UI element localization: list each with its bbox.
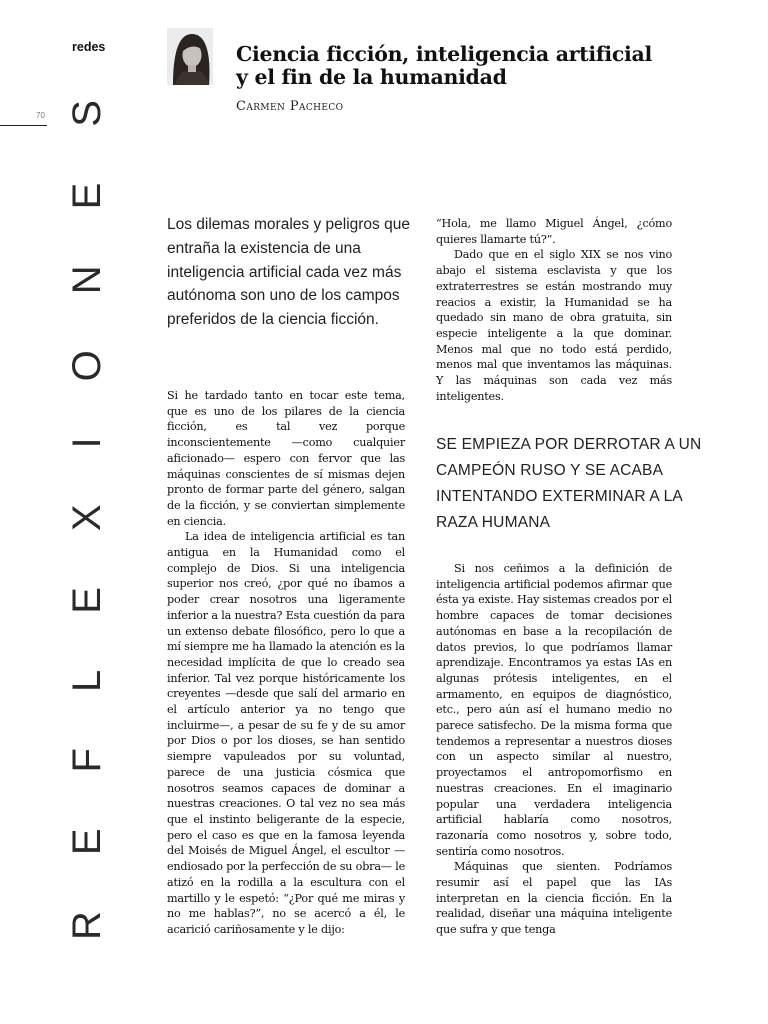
header-rule	[0, 125, 47, 126]
author-portrait-icon	[167, 28, 213, 85]
vertical-section-title	[64, 100, 110, 940]
body-paragraph: Máquinas que sienten. Podríamos resumir así el papel que las IAs interpretan en la ciencia ficción. En la realidad, diseñar una máquina inteligente que sufra y que tenga	[436, 860, 672, 937]
section-label: redes	[72, 40, 106, 54]
author-photo	[167, 28, 213, 85]
body-paragraph: Si nos ceñimos a la definición de inteligencia artificial podemos afirmar que ésta ya existe. Hay sistemas creados por el hombre capaces de tomar decisiones autónomas en base a la recopilación de datos previos, lo que podríamos llamar aprendizaje. Encontramos ya estas IAs en algunas prótesis inteligentes, en el armamento, en equipos de diagnóstico, etc., pero aún así el humano medio no parece satisfecho. De la misma forma que tendemos a representar a nuestros dioses con un aspecto similar al nuestro, proyectamos el antropomorfismo en nuestras creaciones. En el imaginario popular una verdadera inteligencia artificial hablaría como nosotros, razonaría como nosotros y, sobre todo, sentiría como nosotros.	[436, 562, 672, 858]
body-paragraph: La idea de inteligencia artificial es tan antigua en la Humanidad como el complejo de Dios. Si una inteligencia superior nos creó, ¿por qué no íbamos a poder crear nosotros una ligeramente inferior a la nuestra? Esta cuestión da para un extenso debate filosófico, pero lo que a mí siempre me ha llamado la atención es la necesidad implícita de que lo creado sea inferior. Tal vez porque históricamente los creyentes —desde que salí del armario en el artículo anterior ya no tengo que incluirme—, a pesar de su fe y de su amor por Dios o por los dioses, se han sentido siempre vapuleados por su voluntad, parece de una justicia cósmica que nosotros seamos capaces de dominar a nuestras creaciones. O tal vez no sea más que el instinto beligerante de la especie, pero el caso es que en la famosa leyenda del Moisés de Miguel Ángel, el escultor —endiosado por la perfección de su obra— le atizó en la rodilla a la escultura con el martillo y le espetó: “¿Por qué me miras y no me hablas?”, no se acercó a él, le acarició cariñosamente y le dijo:	[167, 530, 405, 936]
vertical-letter: F	[65, 748, 109, 773]
vertical-letter: L	[65, 669, 109, 693]
body-paragraph: Si he tardado tanto en tocar este tema, que es uno de los pilares de la ciencia ficción, es tal vez porque inconscientemente —como cualquier aficionado— espero con fervor que las máquinas conscientes de sí mismas dejen pronto de formar parte del género, salgan de la ficción, y se conviertan simplemente en ciencia.	[167, 389, 405, 528]
vertical-letter: S	[65, 100, 109, 127]
vertical-letter: I	[65, 437, 109, 449]
page-number: 70	[36, 111, 45, 120]
vertical-letter: N	[65, 265, 109, 295]
article-title	[236, 43, 736, 89]
vertical-letter: X	[65, 504, 109, 532]
vertical-letter: E	[65, 828, 109, 856]
title-line: Ciencia ficción, inteligencia artificial	[236, 42, 652, 66]
pull-quote: SE EMPIEZA POR DERROTAR A UN CAMPEÓN RUSO Y SE ACABA INTENTANDO EXTERMINAR A LA RAZA HUMANA	[436, 436, 702, 531]
body-paragraph: “Hola, me llamo Miguel Ángel, ¿cómo quieres llamarte tú?”.	[436, 217, 672, 246]
vertical-letter: R	[65, 911, 109, 940]
body-column-left	[167, 388, 405, 938]
lead-paragraph: Los dilemas morales y peligros que entraña la existencia de una inteligencia artificial cada vez más autónoma son uno de los campos preferidos de la ciencia ficción.	[167, 216, 410, 329]
title-line: y el fin de la humanidad	[236, 65, 507, 89]
vertical-letter: E	[65, 182, 109, 210]
body-column-right-bottom	[436, 561, 672, 938]
author-byline: Carmen Pacheco	[236, 99, 344, 114]
body-column-right-top	[436, 216, 672, 404]
vertical-letter: O	[65, 350, 109, 382]
vertical-letter: E	[65, 587, 109, 614]
body-paragraph: Dado que en el siglo XIX se nos vino abajo el sistema esclavista y que los extraterrestres se están mostrando muy reacios a existir, la Humanidad se ha quedado sin mano de obra gratuita, sin especie inteligente a la que dominar. Menos mal que no todo está perdido, menos mal que inventamos las máquinas. Y las máquinas son cada vez más inteligentes.	[436, 248, 672, 403]
